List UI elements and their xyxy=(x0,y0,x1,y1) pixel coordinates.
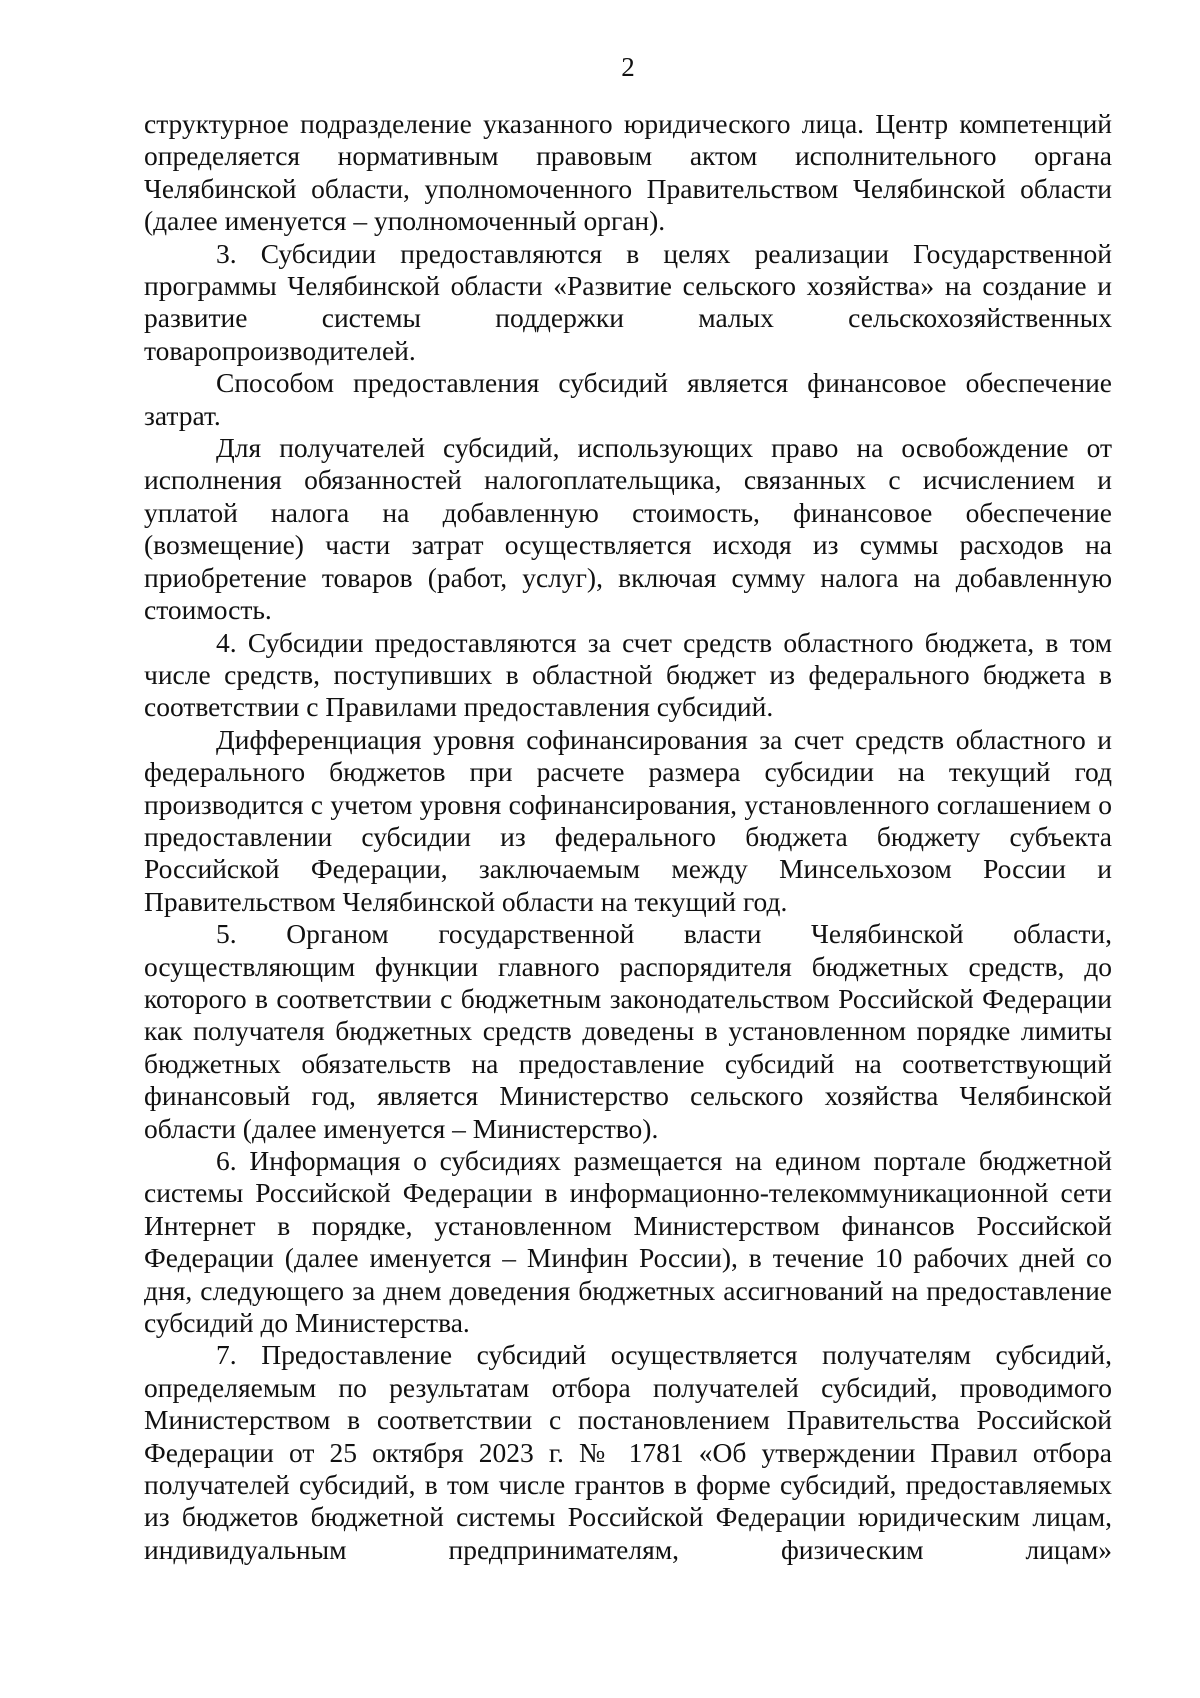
paragraph-item-7: 7. Предоставление субсидий осуществляется получателям субсидий, определяемым по результатам отбора получателей субсидий, проводимого Министерством в соответствии с постановлением Правительства Российской Федерации от 25 октября 2023 г. № 1781 «Об утверждении Правил отбора получателей субсидий, в том числе грантов в форме субсидий, предоставляемых из бюджетов бюджетной системы Российской Федерации юридическим лицам, индивидуальным предпринимателям, физическим лицам» xyxy=(144,1339,1112,1565)
paragraph-item-4: 4. Субсидии предоставляются за счет средств областного бюджета, в том числе средств, поступивших в областной бюджет из федерального бюджета в соответствии с Правилами предоставления субсидий. xyxy=(144,626,1112,723)
paragraph-cofinancing: Дифференциация уровня софинансирования за счет средств областного и федерального бюджетов при расчете размера субсидии на текущий год производится с учетом уровня софинансирования, установленного соглашением о предоставлении субсидии из федерального бюджета бюджету субъекта Российской Федерации, заключаемым между Минсельхозом России и Правительством Челябинской области на текущий год. xyxy=(144,723,1112,917)
document-body xyxy=(144,108,1112,1566)
paragraph-continuation: структурное подразделение указанного юридического лица. Центр компетенций определяется нормативным правовым актом исполнительного органа Челябинской области, уполномоченного Правительством Челябинской области (далее именуется – уполномоченный орган). xyxy=(144,108,1112,237)
paragraph-provision-method: Способом предоставления субсидий является финансовое обеспечение затрат. xyxy=(144,367,1112,431)
page-number: 2 xyxy=(621,52,635,82)
paragraph-item-6: 6. Информация о субсидиях размещается на едином портале бюджетной системы Российской Федерации в информационно-телекоммуникационной сети Интернет в порядке, установленном Министерством финансов Российской Федерации (далее именуется – Минфин России), в течение 10 рабочих дней со дня, следующего за днем доведения бюджетных ассигнований на предоставление субсидий до Министерства. xyxy=(144,1145,1112,1339)
paragraph-item-5: 5. Органом государственной власти Челябинской области, осуществляющим функции главного распорядителя бюджетных средств, до которого в соответствии с бюджетным законодательством Российской Федерации как получателя бюджетных средств доведены в установленном порядке лимиты бюджетных обязательств на предоставление субсидий на соответствующий финансовый год, является Министерство сельского хозяйства Челябинской области (далее именуется – Министерство). xyxy=(144,918,1112,1144)
paragraph-vat-recipients: Для получателей субсидий, использующих право на освобождение от исполнения обязанностей налогоплательщика, связанных с исчислением и уплатой налога на добавленную стоимость, финансовое обеспечение (возмещение) части затрат осуществляется исходя из суммы расходов на приобретение товаров (работ, услуг), включая сумму налога на добавленную стоимость. xyxy=(144,432,1112,626)
paragraph-item-3: 3. Субсидии предоставляются в целях реализации Государственной программы Челябинской области «Развитие сельского хозяйства» на создание и развитие системы поддержки малых сельскохозяйственных товаропроизводителей. xyxy=(144,237,1112,366)
